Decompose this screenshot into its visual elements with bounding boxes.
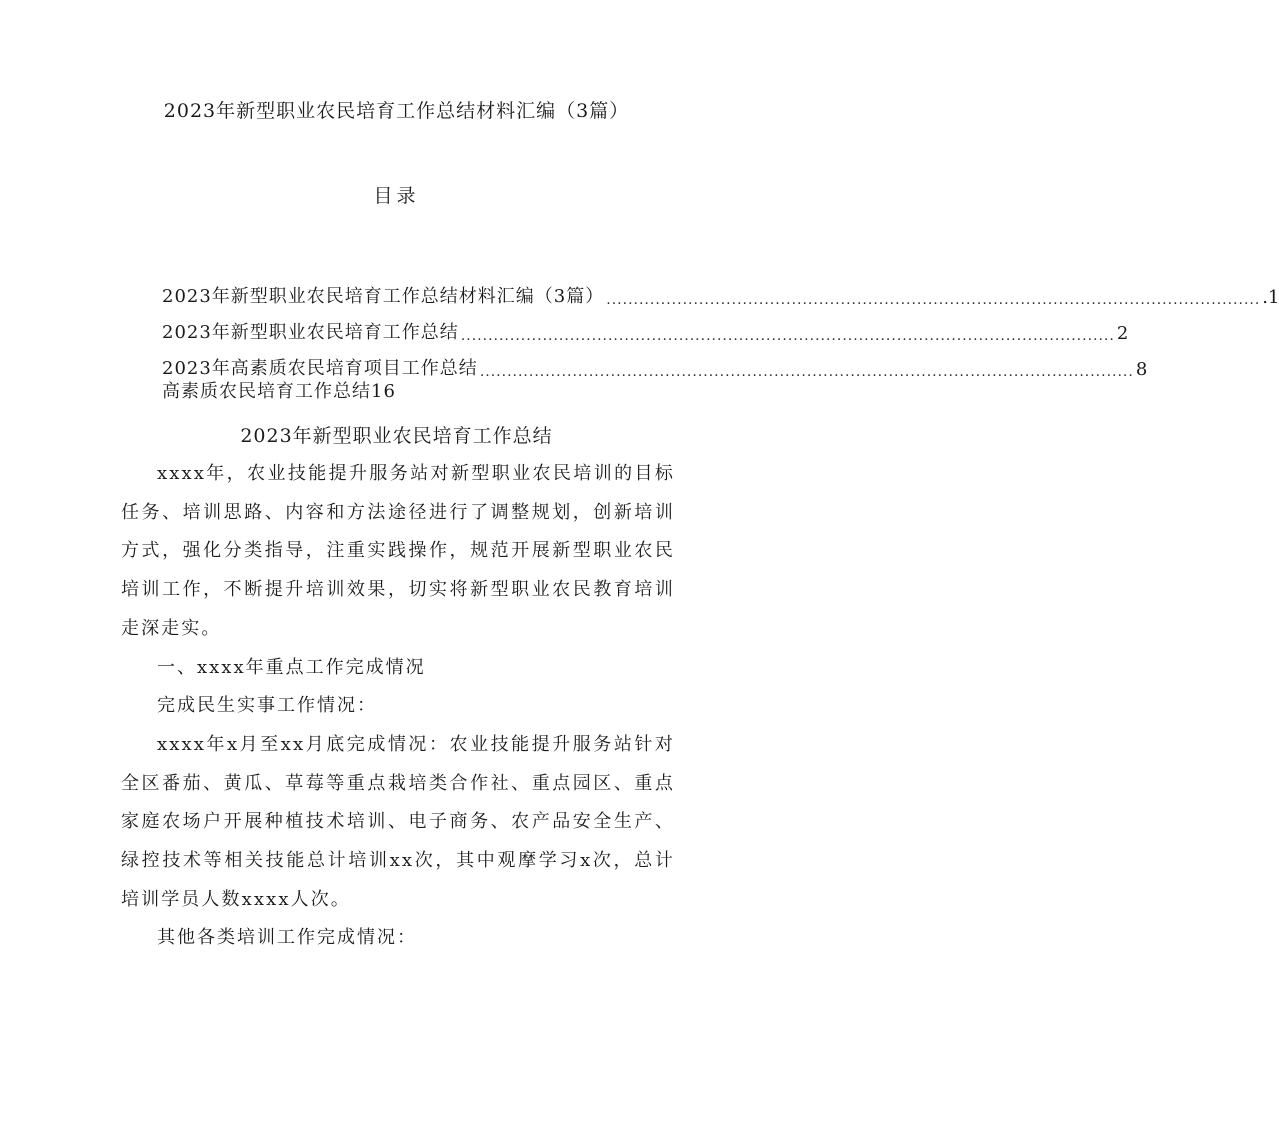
subheading: 其他各类培训工作完成情况： xyxy=(157,927,417,949)
table-of-contents xyxy=(162,272,1279,380)
toc-leader-dots: ........................................................................................................................ xyxy=(460,328,1115,344)
toc-leader-dots: ........................................................................................................................ xyxy=(479,364,1134,380)
toc-entry[interactable] xyxy=(162,308,1129,344)
body-text xyxy=(121,455,675,958)
document-title: 2023年新型职业农民培育工作总结材料汇编（3篇） xyxy=(163,100,630,122)
toc-entry[interactable] xyxy=(162,272,1279,308)
subheading: 一、xxxx年重点工作完成情况 xyxy=(157,656,426,678)
toc-entry-text: 2023年新型职业农民培育工作总结材料汇编（3篇） xyxy=(162,286,605,307)
toc-entry[interactable] xyxy=(162,344,1148,380)
toc-entry-plain[interactable]: 高素质农民培育工作总结16 xyxy=(162,381,396,402)
paragraph: xxxx年，农业技能提升服务站对新型职业农民培训的目标任务、培训思路、内容和方法途径进行了调整规划，创新培训方式，强化分类指导，注重实践操作，规范开展新型职业农民培训工作，不断提升培训效果，切实将新型职业农民教育培训走深走实。 xyxy=(121,463,675,639)
toc-entry-page: .1 xyxy=(1262,287,1279,308)
toc-leader-dots: ........................................................................................................................ xyxy=(606,292,1261,308)
subheading: 完成民生实事工作情况： xyxy=(157,695,377,717)
toc-entry-text: 2023年新型职业农民培育工作总结 xyxy=(162,322,459,343)
paragraph: xxxx年x月至xx月底完成情况：农业技能提升服务站针对全区番茄、黄瓜、草莓等重点栽培类合作社、重点园区、重点家庭农场户开展种植技术培训、电子商务、农产品安全生产、绿控技术等相关技能总计培训xx次，其中观摩学习x次，总计培训学员人数xxxx人次。 xyxy=(121,733,675,910)
section-title: 2023年新型职业农民培育工作总结 xyxy=(240,425,553,447)
toc-entry-page: 2 xyxy=(1116,323,1129,344)
toc-entry-page: 8 xyxy=(1135,359,1148,380)
toc-entry-text: 2023年高素质农民培育项目工作总结 xyxy=(162,358,478,379)
toc-heading: 目录 xyxy=(373,185,420,207)
